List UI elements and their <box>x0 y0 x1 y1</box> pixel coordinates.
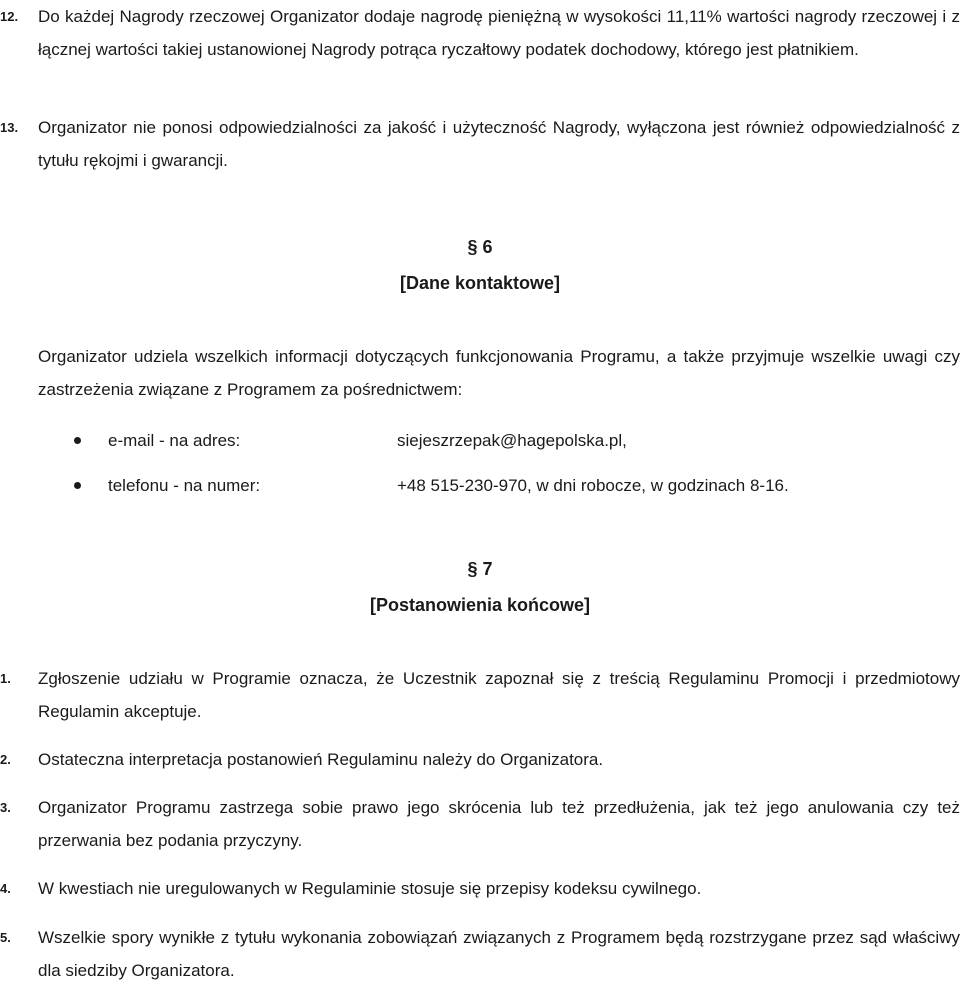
item-number: 4. <box>0 881 11 896</box>
item-text: W kwestiach nie uregulowanych w Regulaminie stosuje się przepisy kodeksu cywilnego. <box>38 879 702 898</box>
item-text: Do każdej Nagrody rzeczowej Organizator dodaje nagrodę pieniężną w wysokości 11,11% wartości nagrody rzeczowej i z łącznej wartości takiej ustanowionej Nagrody potrąca ryczałtowy podatek dochodowy, którego jest płatnikiem. <box>38 7 960 59</box>
list-item <box>0 872 960 905</box>
contact-label: e-mail - na adres: <box>108 431 241 450</box>
item-number: 13. <box>0 120 19 135</box>
list-item <box>0 662 960 728</box>
item-text: Organizator nie ponosi odpowiedzialności za jakość i użyteczność Nagrody, wyłączona jest również odpowiedzialność z tytułu rękojmi i gwarancji. <box>38 118 960 170</box>
list-item <box>0 791 960 857</box>
section-symbol: § 6 <box>467 237 493 257</box>
item-text: Ostateczna interpretacja postanowień Regulaminu należy do Organizatora. <box>38 750 604 769</box>
item-text: Organizator Programu zastrzega sobie prawo jego skrócenia lub też przedłużenia, jak też jego anulowania czy też przerwania bez podania przyczyny. <box>38 798 960 850</box>
contact-phone: +48 515-230-970, w dni robocze, w godzinach 8-16. <box>397 476 789 495</box>
contact-email: siejeszrzepak@hagepolska.pl, <box>397 431 627 450</box>
list-item <box>0 921 960 987</box>
item-number: 12. <box>0 9 19 24</box>
item-number: 1. <box>0 671 11 686</box>
bullet-icon <box>74 482 81 489</box>
bullet-icon <box>74 437 81 444</box>
list-item <box>0 111 960 177</box>
item-number: 5. <box>0 930 11 945</box>
item-text: Wszelkie spory wynikłe z tytułu wykonania zobowiązań związanych z Programem będą rozstrzygane przez sąd właściwy dla siedziby Organizatora. <box>38 928 960 980</box>
section-title: [Postanowienia końcowe] <box>369 595 591 615</box>
section-intro: Organizator udziela wszelkich informacji dotyczących funkcjonowania Programu, a także przyjmuje wszelkie uwagi czy zastrzeżenia związane z Programem za pośrednictwem: <box>38 347 960 399</box>
section-title: [Dane kontaktowe] <box>399 273 561 293</box>
contact-row-email <box>0 424 960 457</box>
item-text: Zgłoszenie udziału w Programie oznacza, że Uczestnik zapoznał się z treścią Regulaminu Promocji i przedmiotowy Regulamin akceptuje. <box>38 669 960 721</box>
list-item <box>0 0 960 99</box>
item-number: 2. <box>0 752 11 767</box>
contact-row-phone <box>0 469 960 502</box>
section-symbol: § 7 <box>467 559 493 579</box>
item-number: 3. <box>0 800 11 815</box>
list-item <box>0 743 960 776</box>
contact-label: telefonu - na numer: <box>108 476 261 495</box>
